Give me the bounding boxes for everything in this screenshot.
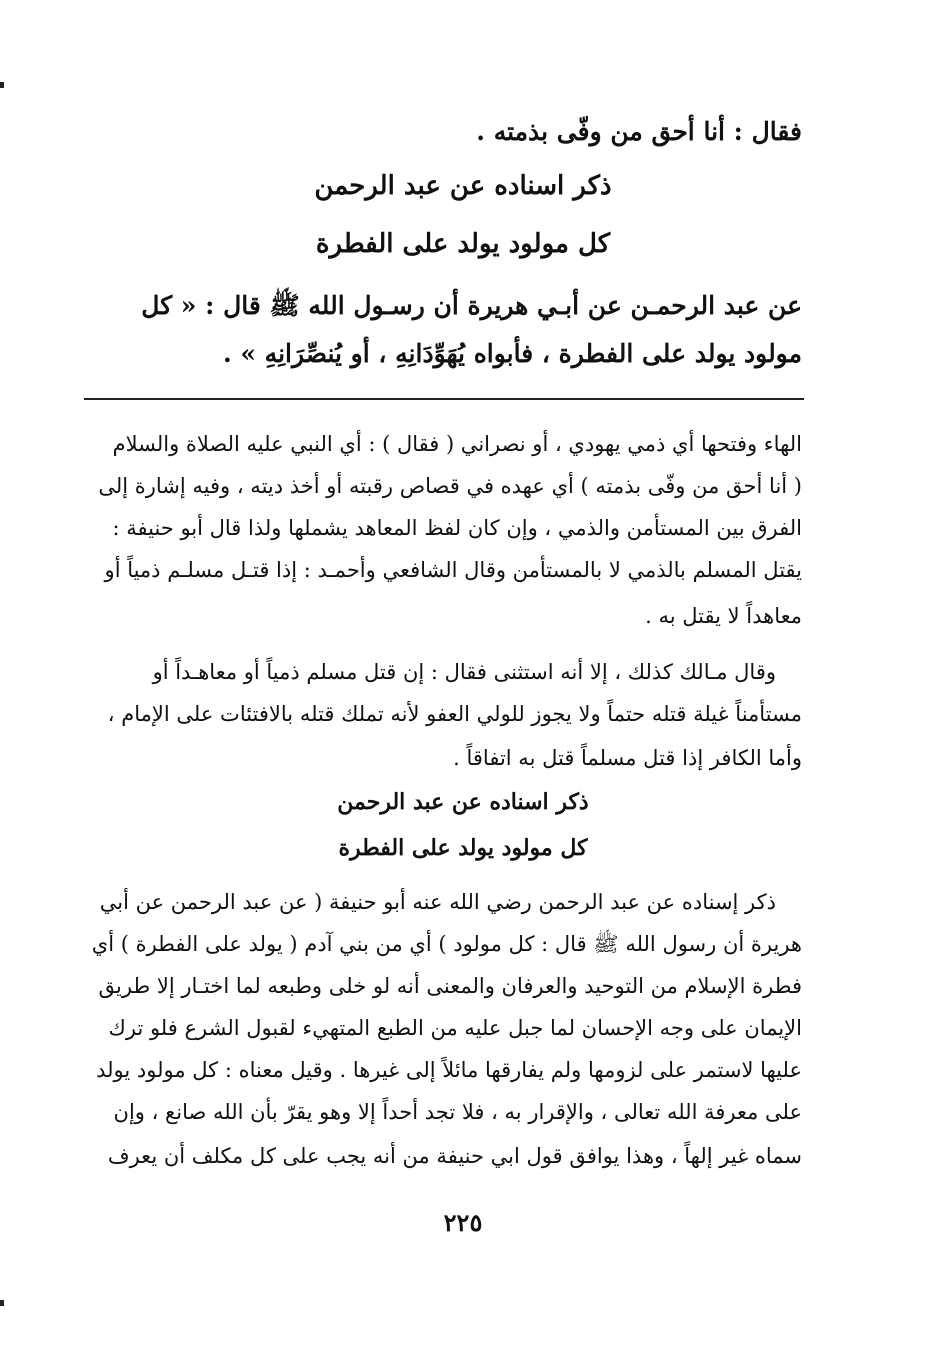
commentary-line: مستأمناً غيلة قتله حتماً ولا يجوز للولي العفو لأنه تملك قتله بالافتئات على الإمام ، xyxy=(107,702,802,726)
commentary-line: وأما الكافر إذا قتل مسلماً قتل به اتفاقاً . xyxy=(453,746,802,770)
commentary-line: معاهداً لا يقتل به . xyxy=(645,604,802,628)
commentary-line: وقال مـالك كذلك ، إلا أنه استثنى فقال : إن قتل مسلم ذمياً أو معاهـداً أو xyxy=(152,660,776,684)
commentary-subheading: كل مولود يولد على الفطرة xyxy=(338,835,588,861)
commentary-heading: ذكر اسناده عن عبد الرحمن xyxy=(337,789,589,815)
commentary-line: ( أنا أحق من وفّى بذمته ) أي عهده في قصاص رقبته أو أخذ ديته ، وفيه إشارة إلى xyxy=(98,474,802,498)
commentary-line: هريرة أن رسول الله ﷺ قال : كل مولود ) أي من بني آدم ( يولد على الفطرة ) أي xyxy=(91,932,802,956)
hadith-text-line: عن عبد الرحمـن عن أبـي هريرة أن رسـول الله ﷺ قال : « كل xyxy=(141,291,802,320)
page-number: ٢٢٥ xyxy=(443,1208,483,1237)
section-heading: ذكر اسناده عن عبد الرحمن xyxy=(314,171,612,201)
commentary-line: عليها لاستمر على لزومها ولم يفارقها مائلاً إلى غيرها . وقيل معناه : كل مولود يولد xyxy=(96,1058,802,1082)
scan-margin-mark xyxy=(0,82,4,88)
commentary-line: على معرفة الله تعالى ، والإقرار به ، فلا تجد أحداً إلا وهو يقرّ بأن الله صانع ، وإن xyxy=(113,1100,802,1124)
scan-margin-mark xyxy=(0,1300,4,1306)
commentary-line: الهاء وفتحها أي ذمي يهودي ، أو نصراني ( فقال ) : أي النبي عليه الصلاة والسلام xyxy=(112,432,802,456)
footnote-divider xyxy=(84,398,804,400)
commentary-line: يقتل المسلم بالذمي لا بالمستأمن وقال الشافعي وأحمـد : إذا قتـل مسلـم ذمياً أو xyxy=(104,558,802,582)
commentary-line: ذكر إسناده عن عبد الرحمن رضي الله عنه أبو حنيفة ( عن عبد الرحمن عن أبي xyxy=(99,890,776,914)
commentary-line: فطرة الإسلام من التوحيد والعرفان والمعنى أنه لو خلى وطبعه لما اختـار إلا طريق xyxy=(98,974,802,998)
main-text-line: فقال : أنا أحق من وفّى بذمته . xyxy=(476,117,802,146)
section-subheading: كل مولود يولد على الفطرة xyxy=(315,229,611,259)
hadith-text-line: مولود يولد على الفطرة ، فأبواه يُهَوِّدَانِهِ ، أو يُنصِّرَانِهِ » . xyxy=(222,339,802,368)
commentary-line: سماه غير إلهاً ، وهذا يوافق قول ابي حنيفة من أنه يجب على كل مكلف أن يعرف xyxy=(107,1144,802,1168)
commentary-line: الفرق بين المستأمن والذمي ، وإن كان لفظ المعاهد يشملها ولذا قال أبو حنيفة : xyxy=(112,516,802,540)
commentary-line: الإيمان على وجه الإحسان لما جبل عليه من الطبع المتهيء لقبول الشرع فلو ترك xyxy=(108,1016,802,1040)
